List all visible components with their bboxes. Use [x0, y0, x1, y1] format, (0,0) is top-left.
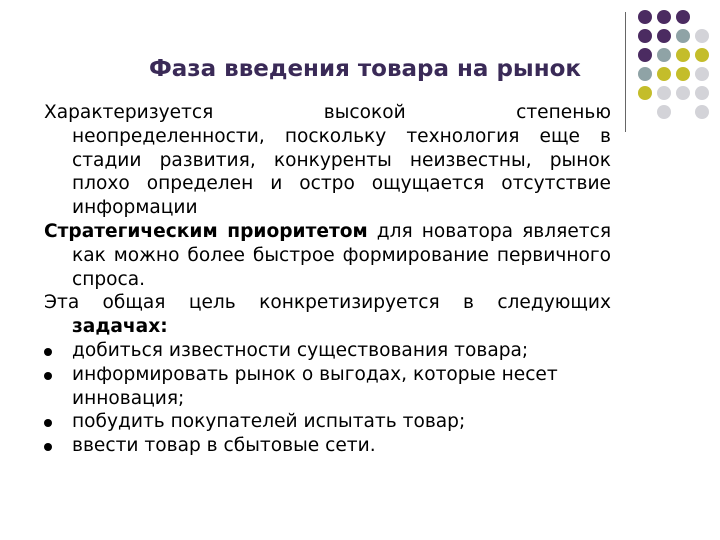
decor-dot [657, 105, 671, 119]
paragraph-3-text: Эта общая цель конкретизируется в следующих [44, 292, 611, 314]
list-item [44, 339, 611, 363]
decor-dot [695, 105, 709, 119]
list-item-text: ввести товар в сбытовые сети. [72, 435, 376, 457]
decor-dot [676, 86, 690, 100]
paragraph-2 [44, 220, 611, 291]
decor-dot [657, 29, 671, 43]
list-item-text: информировать рынок о выгодах, которые несет инновация; [72, 363, 558, 409]
decor-dot [676, 10, 690, 24]
bullet-icon [44, 372, 52, 380]
decor-dot [657, 10, 671, 24]
list-item-text: побудить покупателей испытать товар; [72, 411, 466, 433]
decor-dot [657, 86, 671, 100]
list-item [44, 410, 611, 434]
decor-dot [695, 10, 709, 24]
bullet-icon [44, 348, 52, 356]
list-item-text: добиться известности существования товара; [72, 339, 529, 361]
paragraph-1-rest: неопределенности, поскольку технология еще в стадии развития, конкуренты неизвестны, рынок плохо определен и остро ощущается отсутствие информации [72, 125, 611, 219]
decor-dot [638, 105, 652, 119]
decor-dot [638, 29, 652, 43]
list-item [44, 363, 611, 411]
slide-title: Фаза введения товара на рынок [148, 56, 582, 82]
paragraph-2-bold: Стратегическим приоритетом [44, 220, 368, 242]
decor-dot [695, 29, 709, 43]
bullet-icon [44, 419, 52, 427]
decor-dot [676, 29, 690, 43]
decor-dot [638, 10, 652, 24]
decor-dot [695, 86, 709, 100]
slide-body [44, 101, 611, 458]
bullet-icon [44, 443, 52, 451]
paragraph-2-text: для новатора является как можно более быстрое формирование первичного спроса. [72, 220, 612, 290]
paragraph-3 [44, 291, 611, 339]
paragraph-1-line-1: Характеризуется высокой степенью [44, 102, 611, 123]
list-item [44, 434, 611, 458]
paragraph-3-bold: задачах: [72, 316, 168, 338]
decor-dot [638, 86, 652, 100]
decor-dot [676, 105, 690, 119]
